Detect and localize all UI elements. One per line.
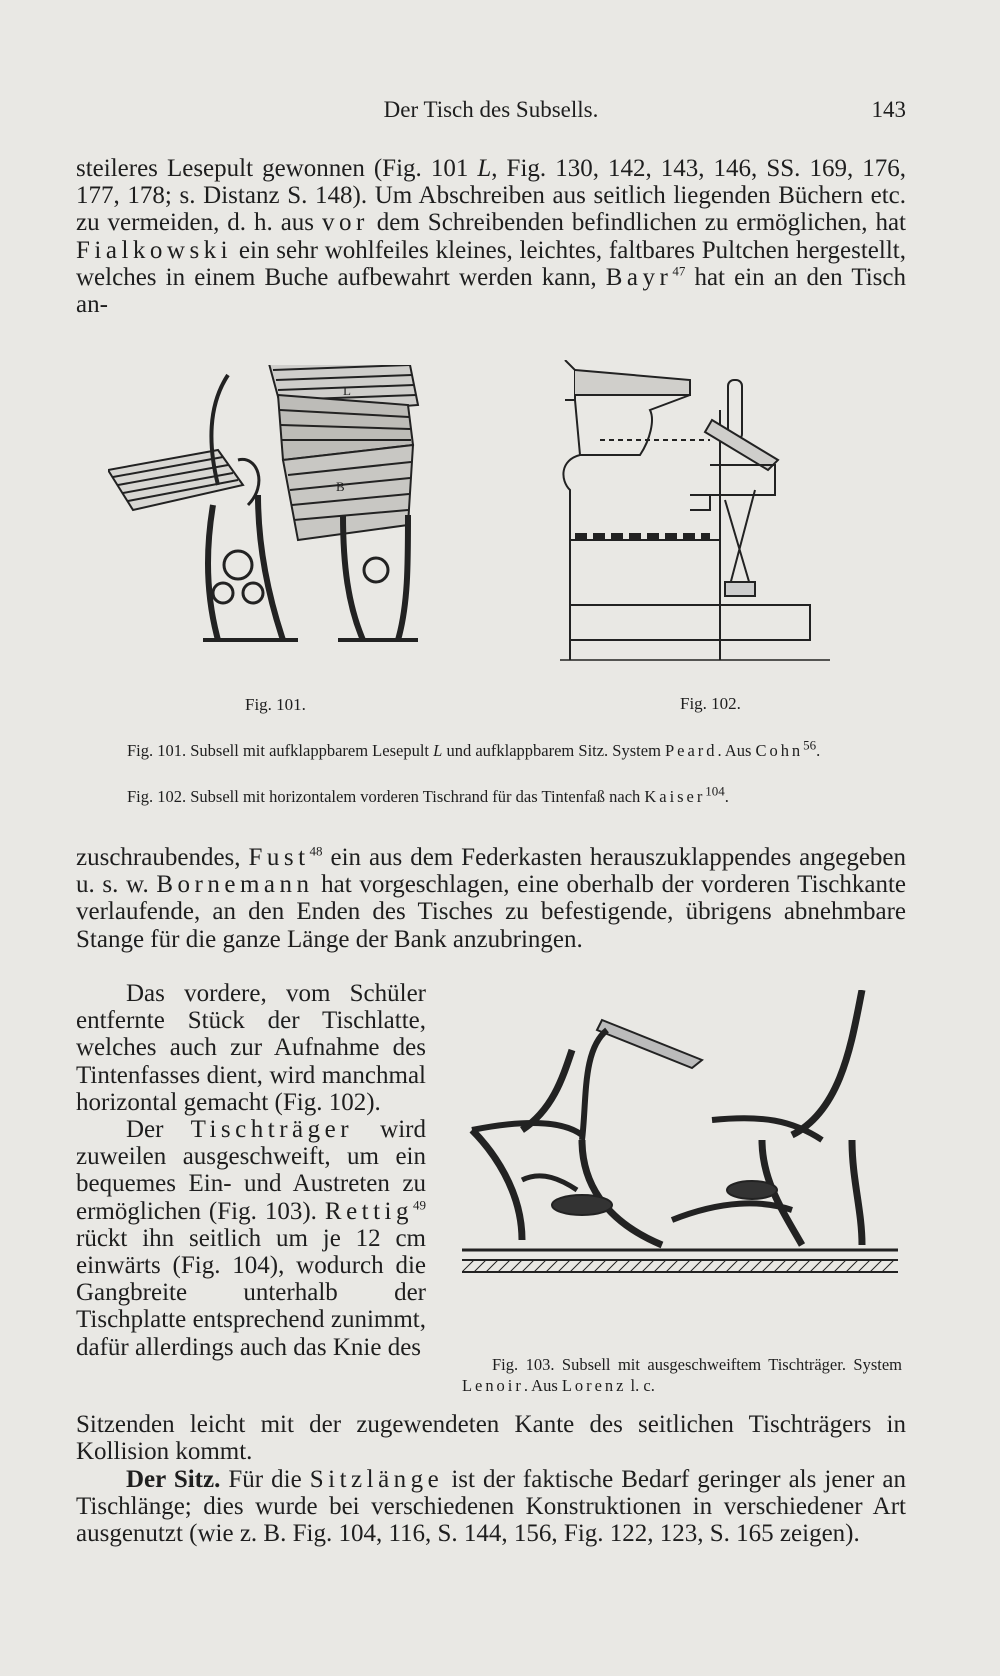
paragraph-1: steileres Lesepult gewonnen (Fig. 101 L, Fig. 130, 142, 143, 146, SS. 169, 176, 177, 178; s. Distanz S. 148). Um Abschreiben aus seitlich liegenden Büchern etc. zu vermeiden, d. h. aus vor dem Schreibenden befindlichen zu ermöglichen, hat Fialkowski ein sehr wohlfeiles kleines, leichtes, faltbares Pultchen hergestellt, welches in einem Buche aufbewahrt werden kann, Bayr$^{47}$ hat ein an den Tisch an- — [76, 155, 906, 319]
caption-fig-102: Fig. 102. Subsell mit horizontalem vorderen Tischrand für das Tintenfaß nach Kaiser$^{104}$. — [127, 783, 729, 806]
paragraph-4: Der Tischträger wird zuweilen ausgeschweift, um ein bequemes Ein- und Austreten zu ermöglichen (Fig. 103). Rettig$^{49}$ rückt ihn seitlich um je 12 cm einwärts (Fig. 104), wodurch die Gangbreite unterhalb der Tischplatte entsprechend zunimmt, dafür allerdings auch das Knie des — [76, 1116, 426, 1361]
fig-102-label: Fig. 102. — [680, 694, 741, 713]
narrow-column — [76, 980, 426, 1361]
paragraph-2: zuschraubendes, Fust$^{48}$ ein aus dem Federkasten herauszuklappendes angegeben u. s. w. Bornemann hat vorgeschlagen, eine oberhalb der vorderen Tischkante verlaufende, an den Enden des Tisches zu befestigende, übrigens abnehmbare Stange für die ganze Länge der Bank anzubringen. — [76, 843, 907, 953]
fig-101-label: Fig. 101. — [245, 695, 306, 714]
paragraph-4-continued: Sitzenden leicht mit der zugewendeten Kante des seitlichen Tischträgers in Kollision kommt. — [76, 1411, 906, 1466]
section-heading-sitz: Der Sitz. — [126, 1466, 221, 1493]
caption-fig-103: Fig. 103. Subsell mit ausgeschweiftem Tischträger. System Lenoir. Aus Lorenz l. c. — [462, 1354, 902, 1395]
fig-103-illustration — [462, 990, 898, 1310]
fig-101-illustration — [108, 365, 468, 665]
paragraph-5: Der Sitz. Für die Sitzlänge ist der faktische Bedarf geringer als jener an Tischlänge; dies wurde bei verschiedenen Konstruktionen in verschiedener Art ausgenutzt (wie z. B. Fig. 104, 116, S. 144, 156, Fig. 122, 123, S. 165 zeigen). — [76, 1466, 906, 1548]
running-title: Der Tisch des Subsells. — [383, 97, 599, 122]
fig-101-letter-l: L — [343, 383, 351, 398]
fig-102-illustration — [560, 360, 890, 670]
page-number: 143 — [871, 97, 906, 122]
running-header — [76, 97, 906, 127]
caption-fig-101: Fig. 101. Subsell mit aufklappbarem Lesepult L und aufklappbarem Sitz. System Peard. Aus Cohn$^{56}$. — [127, 737, 821, 760]
paragraph-3: Das vordere, vom Schüler entfernte Stück der Tischlatte, welches auch zur Aufnahme des Tintenfasses dient, wird manchmal horizontal gemacht (Fig. 102). — [76, 980, 426, 1116]
fig-101-letter-b: B — [336, 479, 345, 494]
